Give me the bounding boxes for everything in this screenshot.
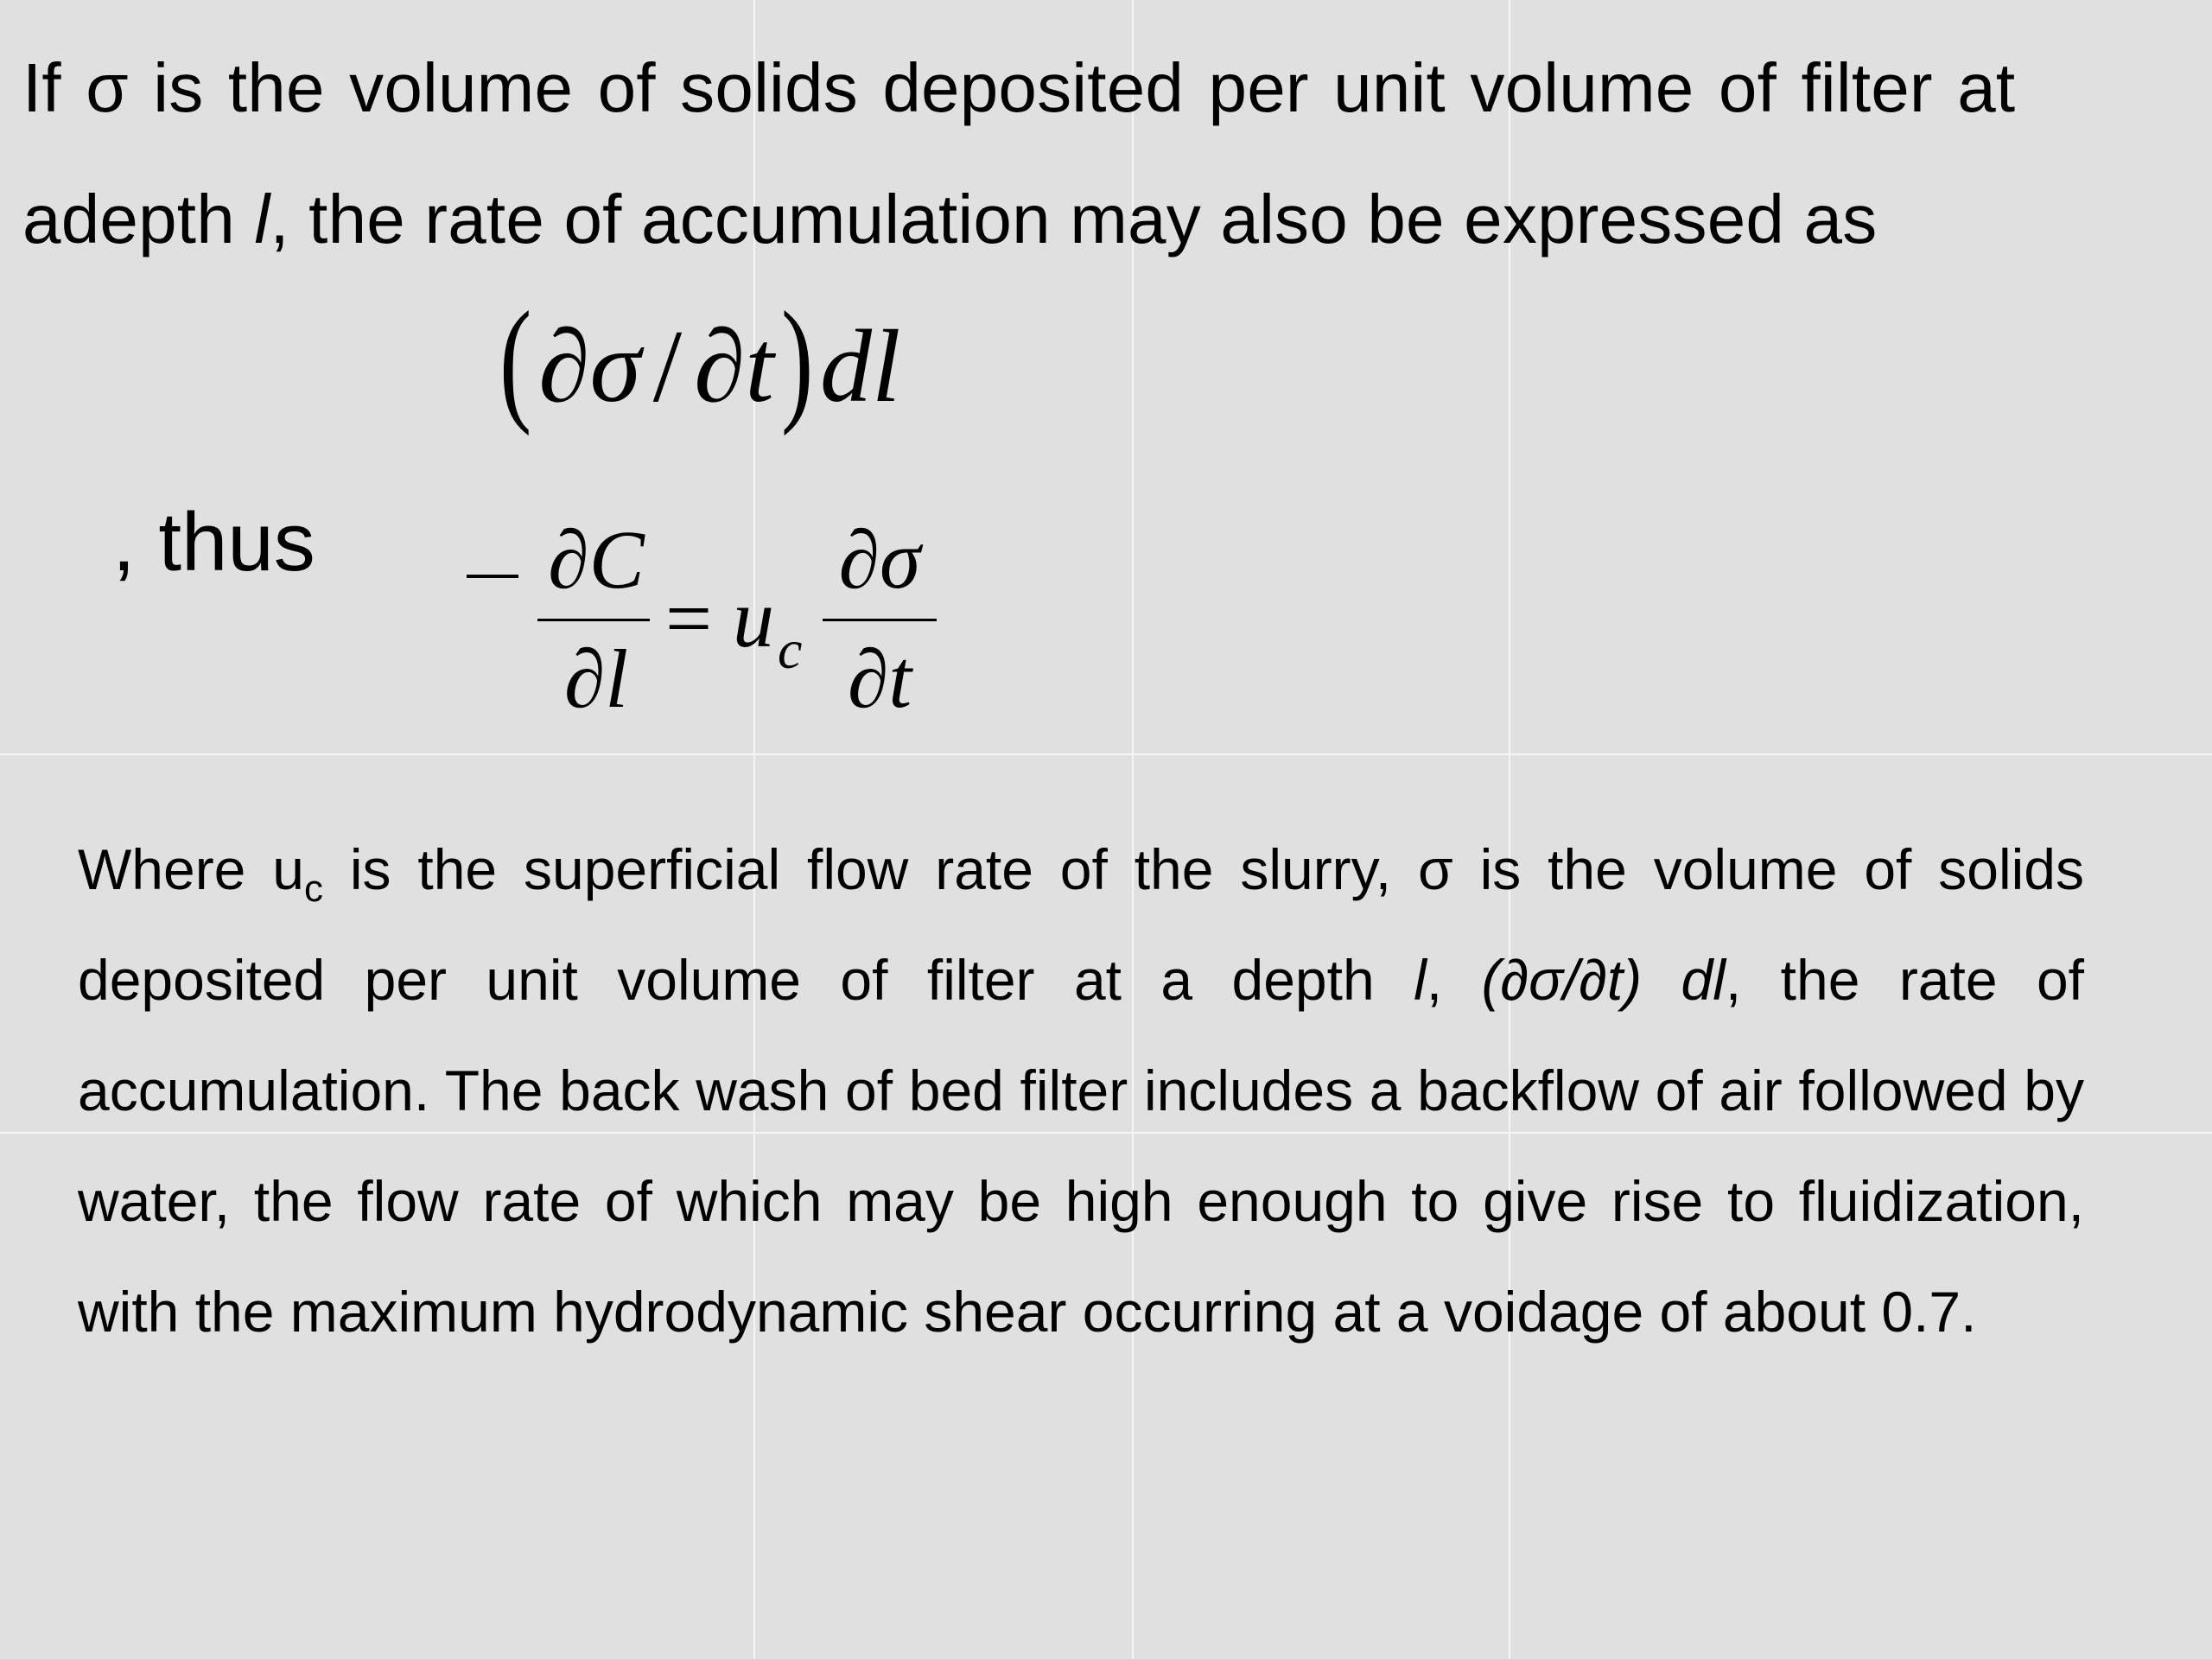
para-s2: is the superficial flow rate of the slurry, σ is the volume of solids deposited per unit volume of filter at a depth	[78, 837, 2084, 1012]
eq1-open-paren: (	[499, 283, 532, 436]
eq2-lhs-numerator: ∂C	[548, 513, 645, 606]
eq1-numerator: ∂σ	[538, 308, 641, 423]
para-subscript-c: c	[303, 868, 323, 910]
eq1-denominator: ∂t	[694, 308, 774, 423]
eq1-close-paren: )	[780, 283, 814, 436]
para-s3: ,	[1426, 948, 1482, 1012]
para-variable-l: l	[1414, 948, 1427, 1012]
eq2-equals: =	[665, 572, 713, 664]
intro-line-2-post: , the rate of accumulation may also be expressed as	[270, 181, 1878, 257]
para-s1: Where u	[78, 837, 304, 901]
eq2-lhs-denominator: ∂l	[563, 632, 629, 725]
eq2-coefficient: u	[733, 572, 774, 664]
eq2-rhs-denominator: ∂t	[847, 632, 912, 725]
eq2-rhs-fraction-bar	[823, 619, 937, 621]
para-rate-expression: (∂σ/∂t) dl	[1481, 948, 1726, 1012]
eq1-suffix: dl	[820, 308, 901, 423]
intro-line-2-pre: adepth	[22, 181, 255, 257]
para-s4: , the rate of accumulation. The back wash of bed filter includes a backflow of air followed by water, the flow rate of which may be high enough to give rise to fluidization, with the maximum hydrodynamic shear occurring at a voidage of about 0.7.	[78, 948, 2084, 1344]
explanation-paragraph	[78, 814, 2084, 1367]
eq2-rhs-numerator: ∂σ	[838, 513, 921, 606]
eq2-minus-sign	[467, 575, 518, 578]
intro-variable-l: l	[254, 181, 270, 257]
intro-line-1: If σ is the volume of solids deposited per unit volume of filter at	[22, 49, 2016, 126]
eq2-coefficient-subscript: c	[778, 619, 803, 680]
eq2-lhs-fraction-bar	[537, 619, 650, 621]
thus-label: , thus	[112, 496, 315, 588]
eq1-slash: /	[652, 308, 683, 423]
